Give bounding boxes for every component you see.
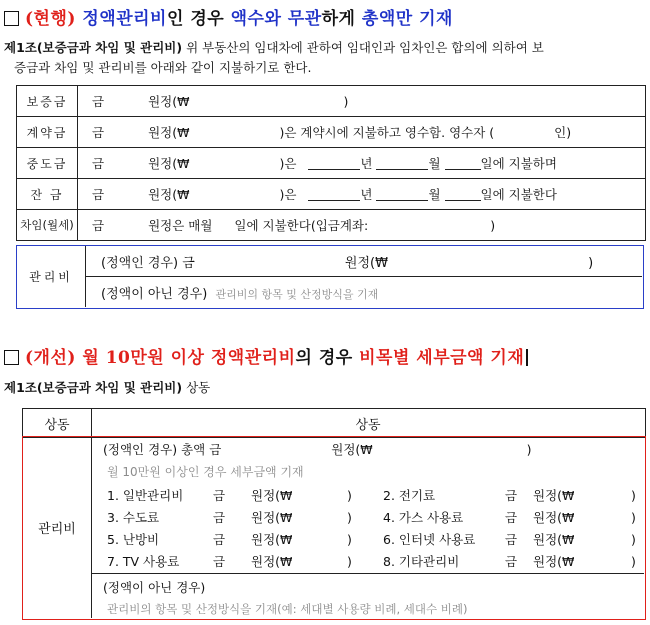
row-content: 금 원정(₩ )은 계약시에 지불하고 영수함. 영수자 ( 인) <box>78 117 646 148</box>
mgmt-fee-label: 관리비 <box>17 246 86 307</box>
mgmt-nonfixed-line: (정액이 아닌 경우) 관리비의 항목 및 산정방식을 기재 <box>101 287 379 302</box>
fee-item-left-label: 5. 난방비 <box>107 532 160 547</box>
fee-item-geum: 금 <box>213 488 226 503</box>
fee-item-right-label: 8. 기타관리비 <box>383 554 460 569</box>
row-content: 금 원정(₩ )은 년 월 일에 지불하며 <box>78 148 646 179</box>
article1-title: 제1조(보증금과 차임 및 관리비) <box>4 40 183 55</box>
article1-line2: 증금과 차임 및 관리비를 아래와 같이 지불하기로 한다. <box>14 60 312 75</box>
fee-item-close: ) <box>347 488 352 503</box>
fee-item-won: 원정(₩ <box>251 510 293 525</box>
table2-head-left: 상동 <box>23 409 92 438</box>
fee-item-geum: 금 <box>505 488 518 503</box>
fee-item-left-label: 3. 수도료 <box>107 510 160 525</box>
section2-title-b: 의 경우 <box>295 348 360 368</box>
section2-title-c: 비목별 세부금액 기재 <box>359 348 525 368</box>
fee-item-won: 원정(₩ <box>533 488 575 503</box>
fee-item-close: ) <box>347 532 352 547</box>
fee-item-row <box>103 551 643 573</box>
fee-item-geum: 금 <box>213 554 226 569</box>
section1-title-d: 하게 <box>321 9 362 29</box>
table2-head-right: 상동 <box>91 409 645 438</box>
fee-item-won: 원정(₩ <box>251 488 293 503</box>
fee-item-close: ) <box>347 510 352 525</box>
fee-item-geum: 금 <box>213 532 226 547</box>
fee-item-right-label: 6. 인터넷 사용료 <box>383 532 476 547</box>
section2-heading <box>4 343 528 368</box>
section1-bracket: (현행) <box>25 9 76 29</box>
fee-item-geum: 금 <box>505 532 518 547</box>
nonfixed-label: (정액이 아닌 경우) <box>103 580 206 595</box>
fee-item-row <box>103 485 643 507</box>
row-label: 보증금 <box>17 86 78 117</box>
section1-title-b: 인 경우 <box>166 9 231 29</box>
row-content: 금 원정(₩ )은 년 월 일에 지불한다 <box>78 179 646 210</box>
article2-title: 제1조(보증금과 차임 및 관리비) <box>4 380 183 395</box>
fee-item-right-label: 2. 전기료 <box>383 488 436 503</box>
row-label: 중도금 <box>17 148 78 179</box>
fixed-total-line: (정액인 경우) 총액 금 원정(₩ ) <box>103 442 532 457</box>
row-content: 금 원정은 매월 일에 지불한다(입금계좌: ) <box>78 210 646 241</box>
checkbox-square-icon <box>4 11 19 26</box>
section1-title-a: 정액관리비 <box>82 9 167 29</box>
fee-item-right-label: 4. 가스 사용료 <box>383 510 464 525</box>
mgmt-fixed-line: (정액인 경우) 금 원정(₩ ) <box>101 256 594 271</box>
row-balance <box>17 179 646 210</box>
mgmt-divider <box>91 573 644 574</box>
row-deposit <box>17 86 646 117</box>
text-cursor <box>526 349 528 366</box>
fee-item-won: 원정(₩ <box>251 554 293 569</box>
fee-item-won: 원정(₩ <box>533 532 575 547</box>
fee-item-row <box>103 529 643 551</box>
article2-line <box>4 378 210 398</box>
row-monthly-rent <box>17 210 646 241</box>
section1-title-c: 액수와 무관 <box>230 9 322 29</box>
fee-item-close: ) <box>631 554 636 569</box>
fee-item-close: ) <box>347 554 352 569</box>
fee-item-close: ) <box>631 488 636 503</box>
checkbox-square-icon <box>4 350 19 365</box>
fee-item-left-label: 7. TV 사용료 <box>107 554 180 569</box>
mgmt-fee-label: 관리비 <box>23 437 92 618</box>
row-label: 계약금 <box>17 117 78 148</box>
fee-item-geum: 금 <box>505 554 518 569</box>
article1-text1: 위 부동산의 임대차에 관하여 임대인과 임차인은 합의에 의하여 보 <box>182 40 544 55</box>
terms-table-current <box>16 85 646 241</box>
row-contract-payment <box>17 117 646 148</box>
article2-text: 상동 <box>182 380 211 395</box>
fixed-note: 월 10만원 이상인 경우 세부금액 기재 <box>107 465 304 479</box>
row-interim-payment <box>17 148 646 179</box>
mgmt-fee-block-improved <box>22 436 646 620</box>
fee-item-left-label: 1. 일반관리비 <box>107 488 184 503</box>
row-label: 차임(월세) <box>17 210 78 241</box>
fee-item-geum: 금 <box>213 510 226 525</box>
mgmt-divider <box>85 276 642 277</box>
section2-title-a: 월 10만원 이상 정액관리비 <box>75 348 296 368</box>
fee-item-won: 원정(₩ <box>533 510 575 525</box>
section1-heading <box>4 4 453 29</box>
fee-item-close: ) <box>631 532 636 547</box>
article1-line1 <box>4 38 544 58</box>
section1-title-e: 총액만 기재 <box>361 9 453 29</box>
nonfixed-note: 관리비의 항목 및 산정방식을 기재(예: 세대별 사용량 비례, 세대수 비례) <box>107 602 468 616</box>
fee-item-geum: 금 <box>505 510 518 525</box>
section2-bracket: (개선) <box>25 348 76 368</box>
fee-item-row <box>103 507 643 529</box>
row-label: 잔 금 <box>17 179 78 210</box>
fee-item-close: ) <box>631 510 636 525</box>
fee-item-won: 원정(₩ <box>251 532 293 547</box>
row-content: 금 원정(₩ ) <box>78 86 646 117</box>
mgmt-fee-block-current <box>16 245 644 309</box>
fee-item-won: 원정(₩ <box>533 554 575 569</box>
